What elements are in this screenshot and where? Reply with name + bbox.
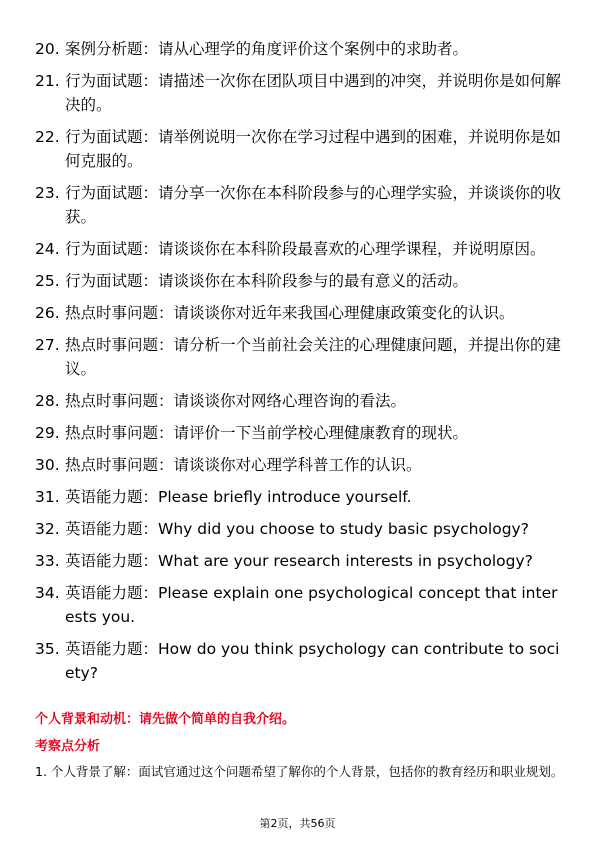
question-item [35, 581, 565, 629]
question-list [35, 37, 565, 693]
question-item [35, 125, 565, 173]
question-text: 行为面试题：请分享一次你在本科阶段参与的心理学实验，并谈谈你的收获。 [65, 184, 562, 226]
question-text: 热点时事问题：请分析一个当前社会关注的心理健康问题，并提出你的建议。 [65, 336, 562, 378]
analysis-heading: 考察点分析 [35, 739, 101, 754]
question-item [35, 389, 565, 413]
question-text: 英语能力题：Why did you choose to study basic psychology? [65, 520, 529, 538]
question-text: 行为面试题：请描述一次你在团队项目中遇到的冲突，并说明你是如何解决的。 [65, 72, 562, 114]
question-item [35, 301, 565, 325]
question-number: 25. [35, 272, 60, 290]
question-number: 32. [35, 520, 60, 538]
question-number: 31. [35, 488, 60, 506]
section-heading: 个人背景和动机：请先做个简单的自我介绍。 [35, 712, 296, 727]
question-text: 行为面试题：请谈谈你在本科阶段最喜欢的心理学课程，并说明原因。 [65, 240, 546, 258]
question-text: 英语能力题：How do you think psychology can contribute to society? [65, 640, 560, 682]
question-number: 33. [35, 552, 60, 570]
question-text: 案例分析题：请从心理学的角度评价这个案例中的求助者。 [65, 40, 469, 58]
page-number: 第2页，共56页 [259, 817, 336, 830]
question-number: 20. [35, 40, 60, 58]
question-item [35, 237, 565, 261]
question-text: 热点时事问题：请谈谈你对心理学科普工作的认识。 [65, 456, 422, 474]
question-item [35, 37, 565, 61]
question-item [35, 181, 565, 229]
question-number: 28. [35, 392, 60, 410]
question-number: 24. [35, 240, 60, 258]
question-text: 热点时事问题：请谈谈你对近年来我国心理健康政策变化的认识。 [65, 304, 515, 322]
question-item [35, 549, 565, 573]
question-item [35, 421, 565, 445]
question-item [35, 69, 565, 117]
question-number: 26. [35, 304, 60, 322]
question-item [35, 269, 565, 293]
question-item [35, 517, 565, 541]
question-item [35, 453, 565, 477]
question-number: 22. [35, 128, 60, 146]
analysis-paragraph: 1. 个人背景了解：面试官通过这个问题希望了解你的个人背景，包括你的教育经历和职业规划。 [35, 764, 564, 779]
question-text: 热点时事问题：请谈谈你对网络心理咨询的看法。 [65, 392, 407, 410]
question-number: 34. [35, 584, 60, 602]
question-text: 热点时事问题：请评价一下当前学校心理健康教育的现状。 [65, 424, 469, 442]
question-item [35, 485, 565, 509]
question-item [35, 637, 565, 685]
question-number: 27. [35, 336, 60, 354]
question-text: 行为面试题：请谈谈你在本科阶段参与的最有意义的活动。 [65, 272, 469, 290]
question-number: 29. [35, 424, 60, 442]
question-text: 英语能力题：Please briefly introduce yourself. [65, 488, 412, 506]
question-text: 英语能力题：What are your research interests in psychology? [65, 552, 533, 570]
question-number: 23. [35, 184, 60, 202]
question-number: 30. [35, 456, 60, 474]
question-item [35, 333, 565, 381]
question-number: 35. [35, 640, 60, 658]
question-number: 21. [35, 72, 60, 90]
question-text: 英语能力题：Please explain one psychological concept that interests you. [65, 584, 558, 626]
question-text: 行为面试题：请举例说明一次你在学习过程中遇到的困难，并说明你是如何克服的。 [65, 128, 562, 170]
